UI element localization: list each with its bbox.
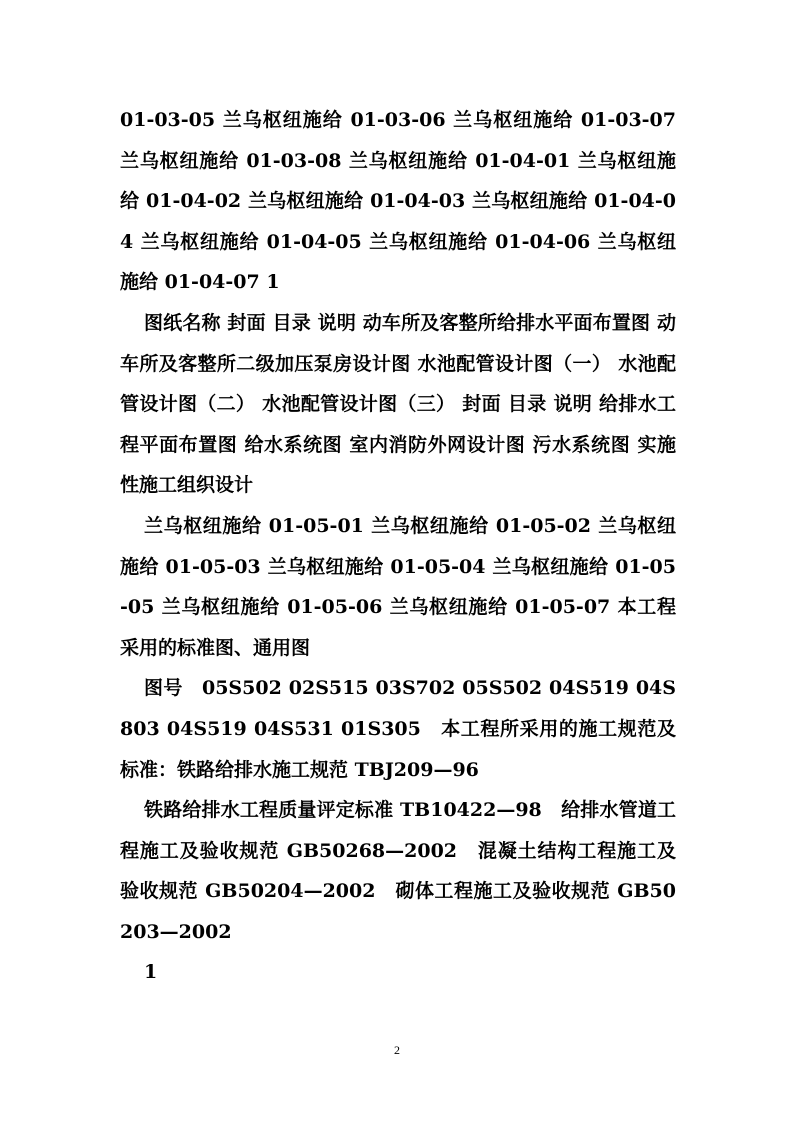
paragraph-specifications: 铁路给排水工程质量评定标准 TB10422—98 给排水管道工程施工及验收规范 GB50268—2002 混凝土结构工程施工及验收规范 GB50204—2002 砌体工程施工及验收规范 GB50203—2002 [120, 799, 676, 943]
paragraph-drawing-numbers: 01-03-05 兰乌枢纽施给 01-03-06 兰乌枢纽施给 01-03-07 兰乌枢纽施给 01-03-08 兰乌枢纽施给 01-04-01 兰乌枢纽施给 01-04-02 兰乌枢纽施给 01-04-03 兰乌枢纽施给 01-04-04 兰乌枢纽施给 01-04-05 兰乌枢纽施给 01-04-06 兰乌枢纽施给 01-04-07 1 [120, 109, 676, 294]
paragraph-trailing-number: 1 [144, 961, 158, 984]
paragraph-drawing-names: 图纸名称 封面 目录 说明 动车所及客整所给排水平面布置图 动车所及客整所二级加压泵房设计图 水池配管设计图（一） 水池配管设计图（二） 水池配管设计图（三） 封面 目录 说明 给排水工程平面布置图 给水系统图 室内消防外网设计图 污水系统图 实施性施工组织设计 [120, 311, 676, 497]
page-number: 2 [394, 1043, 400, 1057]
paragraph-drawing-numbers-2: 兰乌枢纽施给 01-05-01 兰乌枢纽施给 01-05-02 兰乌枢纽施给 01-05-03 兰乌枢纽施给 01-05-04 兰乌枢纽施给 01-05-05 兰乌枢纽施给 01-05-06 兰乌枢纽施给 01-05-07 本工程采用的标准图、通用图 [120, 514, 676, 659]
paragraph-standard-drawings: 图号 05S502 02S515 03S702 05S502 04S519 04S803 04S519 04S531 01S305 本工程所采用的施工规范及标准：铁路给排水施工规范 TBJ209—96 [120, 677, 676, 781]
document-body [120, 100, 676, 993]
